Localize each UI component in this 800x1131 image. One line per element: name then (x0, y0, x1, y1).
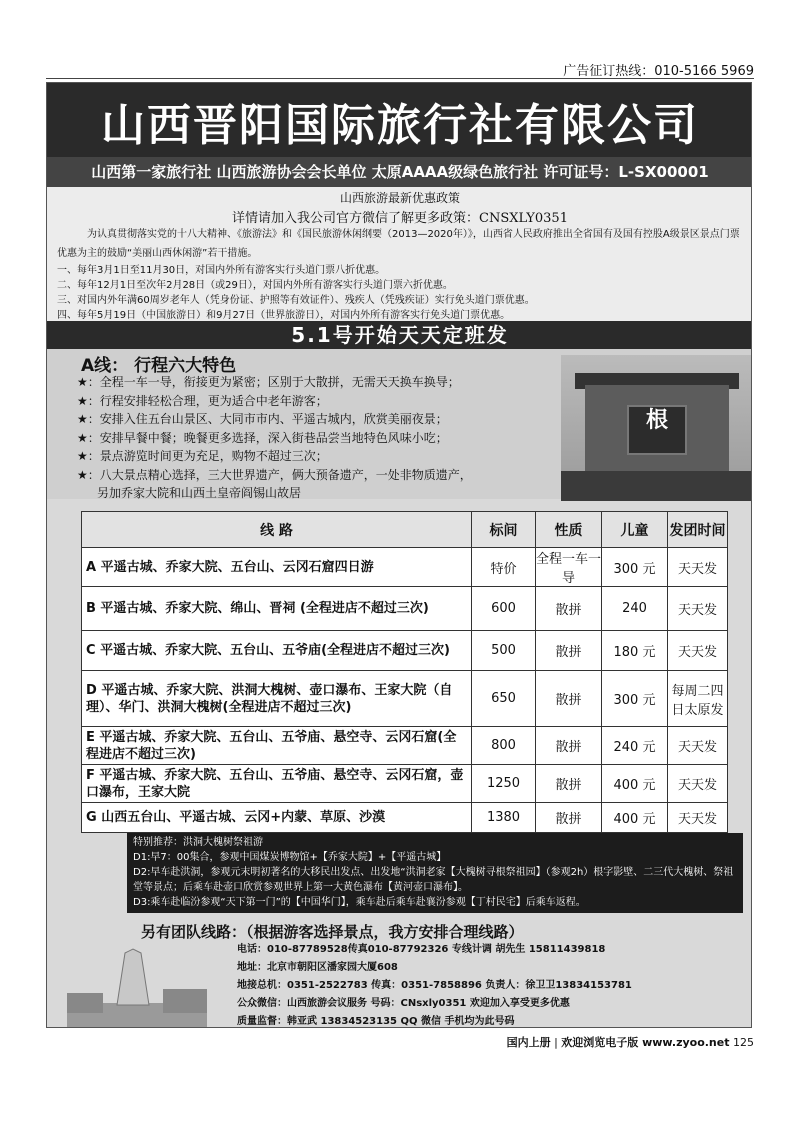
route-cell: E 平遥古城、乔家大院、五台山、五爷庙、悬空寺、云冈石窟(全程进店不超过三次) (82, 727, 472, 765)
table-row (82, 548, 728, 587)
table-row (82, 765, 728, 803)
special-day: D2:早车赴洪洞，参观元末明初著名的大移民出发点、出发地“洪洞老家【大槐树寻根祭祖园】（参观2h）根字影壁、二三代大槐树、祭祖堂等景点；后乘车赴壶口欣赏参观世界上第一大黄色瀑布【黄河壶口瀑布】。 (133, 867, 734, 893)
contact-line: 质量监督：韩亚武 13834523135 QQ 微信 手机均为此号码 (237, 1016, 515, 1027)
depart-cell: 天天发 (668, 727, 728, 765)
child-cell: 240 元 (602, 727, 668, 765)
depart-cell: 天天发 (668, 631, 728, 671)
table-header-row (82, 512, 728, 548)
contact-line: 公众微信：山西旅游会议服务 号码：CNsxly0351 欢迎加入享受更多优惠 (237, 998, 570, 1009)
special-offer-box (127, 833, 743, 913)
price-cell: 1380 (472, 803, 536, 833)
price-cell: 600 (472, 587, 536, 631)
policy-title: 山西旅游最新优惠政策 (339, 191, 460, 205)
depart-cell: 天天发 (668, 765, 728, 803)
route-cell: G 山西五台山、平遥古城、云冈+内蒙、草原、沙漠 (82, 803, 472, 833)
type-cell: 散拼 (536, 631, 602, 671)
ancestral-gate-photo (561, 355, 752, 501)
route-table (81, 511, 728, 833)
top-divider (46, 78, 754, 79)
footer-site: 欢迎浏览电子版 www.zyoo.net (561, 1036, 730, 1049)
special-day: D3:乘车赴临汾参观“天下第一门”的【中国华门】，乘车赴后乘车赴襄汾参观【丁村民宅】后乘车返程。 (133, 897, 586, 908)
route-cell: D 平遥古城、乔家大院、洪洞大槐树、壶口瀑布、王家大院（自理）、华门、洪洞大槐树(全程进店不超过三次) (82, 671, 472, 727)
contact-line: 地址：北京市朝阳区潘家园大厦608 (237, 962, 398, 973)
col-header-child: 儿童 (602, 512, 668, 548)
feature-item: ★：安排入住五台山景区、大同市市内、平遥古城内，欣赏美丽夜景； (77, 412, 448, 426)
company-subtitle: 山西第一家旅行社 山西旅游协会会长单位 太原AAAA级绿色旅行社 许可证号：L-SX00001 (47, 157, 752, 187)
price-cell: 800 (472, 727, 536, 765)
line-a-title: A线： 行程六大特色 (81, 356, 237, 376)
type-cell: 散拼 (536, 587, 602, 631)
line-a-features (77, 373, 567, 503)
route-cell: A 平遥古城、乔家大院、五台山、云冈石窟四日游 (82, 548, 472, 587)
policy-section (47, 187, 752, 321)
child-cell: 400 元 (602, 765, 668, 803)
policy-item: 四、每年5月19日（中国旅游日）和9月27日（世界旅游日），对国内外所有游客实行免头道门票优惠。 (57, 310, 511, 321)
feature-item: ★：行程安排轻松合理，更为适合中老年游客； (77, 393, 328, 408)
photo-sign-char: 根 (645, 408, 668, 433)
type-cell: 散拼 (536, 671, 602, 727)
table-row (82, 671, 728, 727)
child-cell: 180 元 (602, 631, 668, 671)
depart-cell: 天天发 (668, 803, 728, 833)
table-row (82, 631, 728, 671)
policy-item: 一、每年3月1日至11月30日，对国内外所有游客实行头道门票八折优惠。 (57, 265, 386, 276)
table-row (82, 803, 728, 833)
contact-line: 地接总机：0351-2522783 传真：0351-7858896 负责人：徐卫卫13834153781 (237, 980, 632, 991)
price-cell: 500 (472, 631, 536, 671)
table-row (82, 727, 728, 765)
policy-item: 二、每年12月1日至次年2月28日（或29日），对国内外所有游客实行头道门票六折优惠。 (57, 280, 453, 291)
price-cell: 特价 (472, 548, 536, 587)
footer-page-number: 125 (733, 1036, 754, 1049)
policy-items (57, 263, 743, 323)
line-a-section (47, 349, 752, 499)
route-cell: B 平遥古城、乔家大院、绵山、晋祠 (全程进店不超过三次) (82, 587, 472, 631)
feature-item: ★：全程一车一导，衔接更为紧密；区别于大散拼，无需天天换车换导； (77, 375, 460, 389)
type-cell: 全程一车一导 (536, 548, 602, 587)
policy-item: 三、对国内外年满60周岁老年人（凭身份证、护照等有效证件）、残疾人（凭残疾证）实行免头道门票优惠。 (57, 295, 535, 306)
contact-info (237, 941, 632, 1028)
policy-subtitle: 详情请加入我公司官方微信了解更多政策：CNSXLY0351 (232, 211, 568, 226)
special-day: D1:早7：00集合，参观中国煤炭博物馆+【乔家大院】+【平遥古城】 (133, 852, 447, 863)
type-cell: 散拼 (536, 765, 602, 803)
route-cell: F 平遥古城、乔家大院、五台山、五爷庙、悬空寺、云冈石窟，壶口瀑布，王家大院 (82, 765, 472, 803)
policy-intro: 为认真贯彻落实党的十八大精神、《旅游法》和《国民旅游休闲纲要（2013—2020年）》，山西省人民政府推出全省国有及国有控股A级景区景点门票优惠为主的鼓励“美丽山西休闲游”若干措施。 (57, 229, 740, 259)
price-cell: 1250 (472, 765, 536, 803)
type-cell: 散拼 (536, 727, 602, 765)
footer-separator: | (554, 1036, 562, 1049)
footer-section: 国内上册 (506, 1036, 551, 1049)
photo-trees (561, 471, 752, 501)
depart-cell: 天天发 (668, 587, 728, 631)
page-footer (507, 1034, 754, 1050)
table-row (82, 587, 728, 631)
special-title: 特别推荐：洪洞大槐树祭祖游 (133, 837, 263, 848)
company-title: 山西晋阳国际旅行社有限公司 (101, 100, 699, 151)
col-header-price: 标间 (472, 512, 536, 548)
child-cell: 300 元 (602, 548, 668, 587)
ad-hotline: 广告征订热线：010-5166 5969 (563, 64, 754, 79)
price-cell: 650 (472, 671, 536, 727)
ad-frame (46, 82, 752, 1028)
child-cell: 400 元 (602, 803, 668, 833)
feature-item: ★：景点游览时间更为充足，购物不超过三次； (77, 449, 328, 463)
type-cell: 散拼 (536, 803, 602, 833)
col-header-route: 线 路 (82, 512, 472, 548)
depart-cell: 每周二四日太原发 (668, 671, 728, 727)
feature-item: ★：八大景点精心选择，三大世界遗产，俩大预备遗产，一处非物质遗产， (77, 467, 472, 482)
schedule-banner: 5.1号开始天天定班发 (47, 321, 752, 349)
depart-cell: 天天发 (668, 548, 728, 587)
header-bar (47, 83, 752, 157)
feature-item-tail: 另加乔家大院和山西土皇帝阎锡山故居 (97, 486, 302, 500)
pagoda-illustration (67, 943, 207, 1027)
child-cell: 240 (602, 587, 668, 631)
contact-line: 电话：010-87789528传真010-87792326 专线计调 胡先生 15811439818 (237, 944, 606, 955)
route-cell: C 平遥古城、乔家大院、五台山、五爷庙(全程进店不超过三次) (82, 631, 472, 671)
child-cell: 300 元 (602, 671, 668, 727)
other-routes-heading: 另有团队线路：（根据游客选择景点，我方安排合理线路） (141, 923, 524, 941)
feature-item: ★：安排早餐中餐；晚餐更多选择，深入街巷品尝当地特色风味小吃； (77, 430, 448, 445)
col-header-type: 性质 (536, 512, 602, 548)
col-header-depart: 发团时间 (668, 512, 728, 548)
